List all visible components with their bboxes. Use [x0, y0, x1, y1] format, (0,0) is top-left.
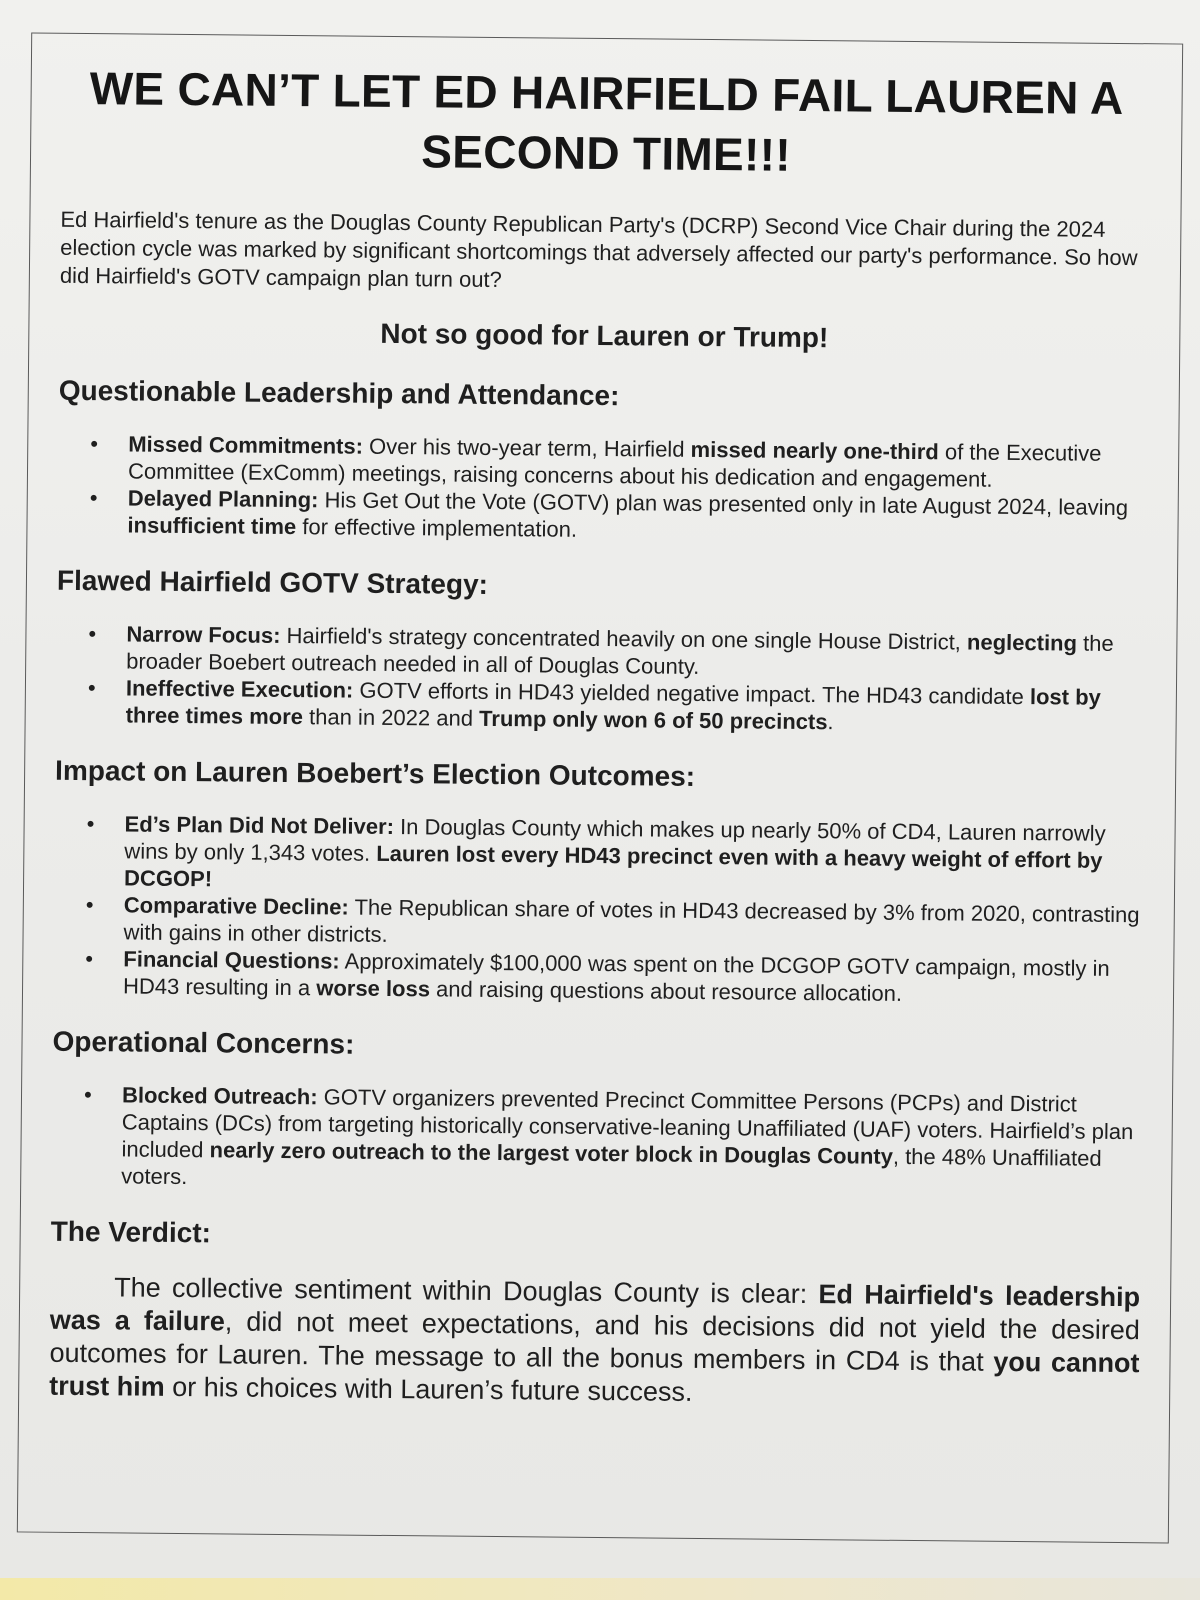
bullet-text: His Get Out the Vote (GOTV) plan was presented only in late August 2024, leaving — [318, 487, 1129, 521]
bullet-list-impact — [53, 810, 1145, 1009]
bullet-text: than in 2022 and — [302, 704, 480, 731]
bullet-list-strategy — [56, 620, 1147, 738]
bullet-lead: Comparative Decline: — [123, 892, 349, 920]
bullet-list-operational — [51, 1081, 1142, 1199]
bullet-item — [126, 620, 1146, 684]
bullet-text: the broader Boebert outreach needed in all of Douglas County. — [126, 630, 1114, 679]
bullet-text: Over his two-year term, Hairfield — [362, 433, 691, 462]
verdict-text: , did not meet expectations, and his decisions did not yield the desired outcomes for Lauren. The message to all the bonus members in CD4 is that — [49, 1306, 1140, 1377]
flyer-title: WE CAN’T LET ED HAIRFIELD FAIL LAUREN A SECOND TIME!!! — [89, 62, 1124, 181]
bullet-emphasis: worse loss — [316, 975, 431, 1002]
bullet-lead: Financial Questions: — [123, 946, 340, 974]
bullet-item — [126, 674, 1146, 738]
bullet-emphasis: neglecting — [966, 629, 1078, 656]
bullet-emphasis: Lauren lost every HD43 precinct even with a heavy weight of effort by DCGOP! — [123, 840, 1103, 892]
intro-paragraph: Ed Hairfield's tenure as the Douglas County Republican Party's (DCRP) Second Vice Chair during the 2024 election cycle was marked by significant shortcomings that adversely affected our party's performance. So how did Hairfield's GOTV campaign plan turn out? — [59, 206, 1138, 293]
bullet-text: GOTV efforts in HD43 yielded negative impact. The HD43 candidate — [353, 677, 1031, 710]
section-heading-impact: Impact on Lauren Boebert’s Election Outcomes: — [54, 754, 696, 792]
bullet-item — [127, 484, 1147, 548]
bullet-item — [123, 891, 1143, 955]
section-heading-strategy: Flawed Hairfield GOTV Strategy: — [56, 564, 489, 600]
bullet-item — [121, 1081, 1142, 1199]
flyer-subtitle: Not so good for Lauren or Trump! — [380, 317, 829, 354]
bullet-list-leadership — [57, 430, 1148, 548]
bullet-emphasis: Trump only won 6 of 50 precincts — [478, 705, 828, 735]
bullet-text: for effective implementation. — [296, 514, 578, 542]
bullet-lead: Delayed Planning: — [127, 485, 319, 513]
verdict-emphasis: you cannot trust him — [49, 1346, 1140, 1402]
bullet-text: Hairfield's strategy concentrated heavily on one single House District, — [280, 622, 968, 655]
bullet-text: of the Executive Committee (ExComm) meetings, raising concerns about his dedication and engagement. — [127, 439, 1102, 492]
section-heading-verdict: The Verdict: — [50, 1215, 212, 1249]
verdict-text: The collective sentiment within Douglas County is clear: — [114, 1272, 819, 1310]
bullet-item — [124, 810, 1145, 901]
bullet-item — [123, 945, 1143, 1009]
verdict-paragraph — [49, 1271, 1140, 1413]
bullet-lead: Narrow Focus: — [126, 621, 281, 648]
bullet-text: , the 48% Unaffiliated voters. — [121, 1143, 1102, 1190]
verdict-text: or his choices with Lauren’s future success. — [164, 1371, 693, 1407]
bullet-text: In Douglas County which makes up nearly 50% of CD4, Lauren narrowly wins by only 1,343 votes. — [124, 814, 1106, 866]
bullet-emphasis: lost by three times more — [125, 684, 1101, 730]
bullet-text: Approximately $100,000 was spent on the DCGOP GOTV campaign, mostly in HD43 resulting in a — [122, 948, 1110, 1001]
bullet-text: and raising questions about resource allocation. — [429, 976, 903, 1006]
bullet-emphasis: missed nearly one-third — [690, 436, 939, 465]
verdict-emphasis: Ed Hairfield's leadership was a failure — [49, 1279, 1141, 1337]
section-heading-operational: Operational Concerns: — [52, 1025, 355, 1060]
bullet-lead: Blocked Outreach: — [121, 1082, 318, 1110]
flyer — [17, 33, 1183, 1544]
bullet-lead: Missed Commitments: — [128, 431, 364, 459]
bullet-emphasis: insufficient time — [127, 512, 297, 540]
section-heading-leadership: Questionable Leadership and Attendance: — [58, 374, 620, 412]
bullet-text: The Republican share of votes in HD43 decreased by 3% from 2020, contrasting with gains in other districts. — [123, 894, 1140, 947]
bullet-lead: Ed’s Plan Did Not Deliver: — [124, 811, 395, 840]
bullet-lead: Ineffective Execution: — [125, 675, 354, 703]
bullet-item — [128, 430, 1148, 494]
desk-surface-strip — [0, 1578, 1200, 1600]
bullet-text: . — [827, 709, 834, 735]
bullet-text: GOTV organizers prevented Precinct Committee Persons (PCPs) and District Captains (DCs) from targeting historically conservative-leaning Unaffiliated (UAF) voters. Hairfield’s plan included — [121, 1084, 1134, 1163]
bullet-emphasis: nearly zero outreach to the largest voter block in Douglas County — [209, 1137, 894, 1169]
